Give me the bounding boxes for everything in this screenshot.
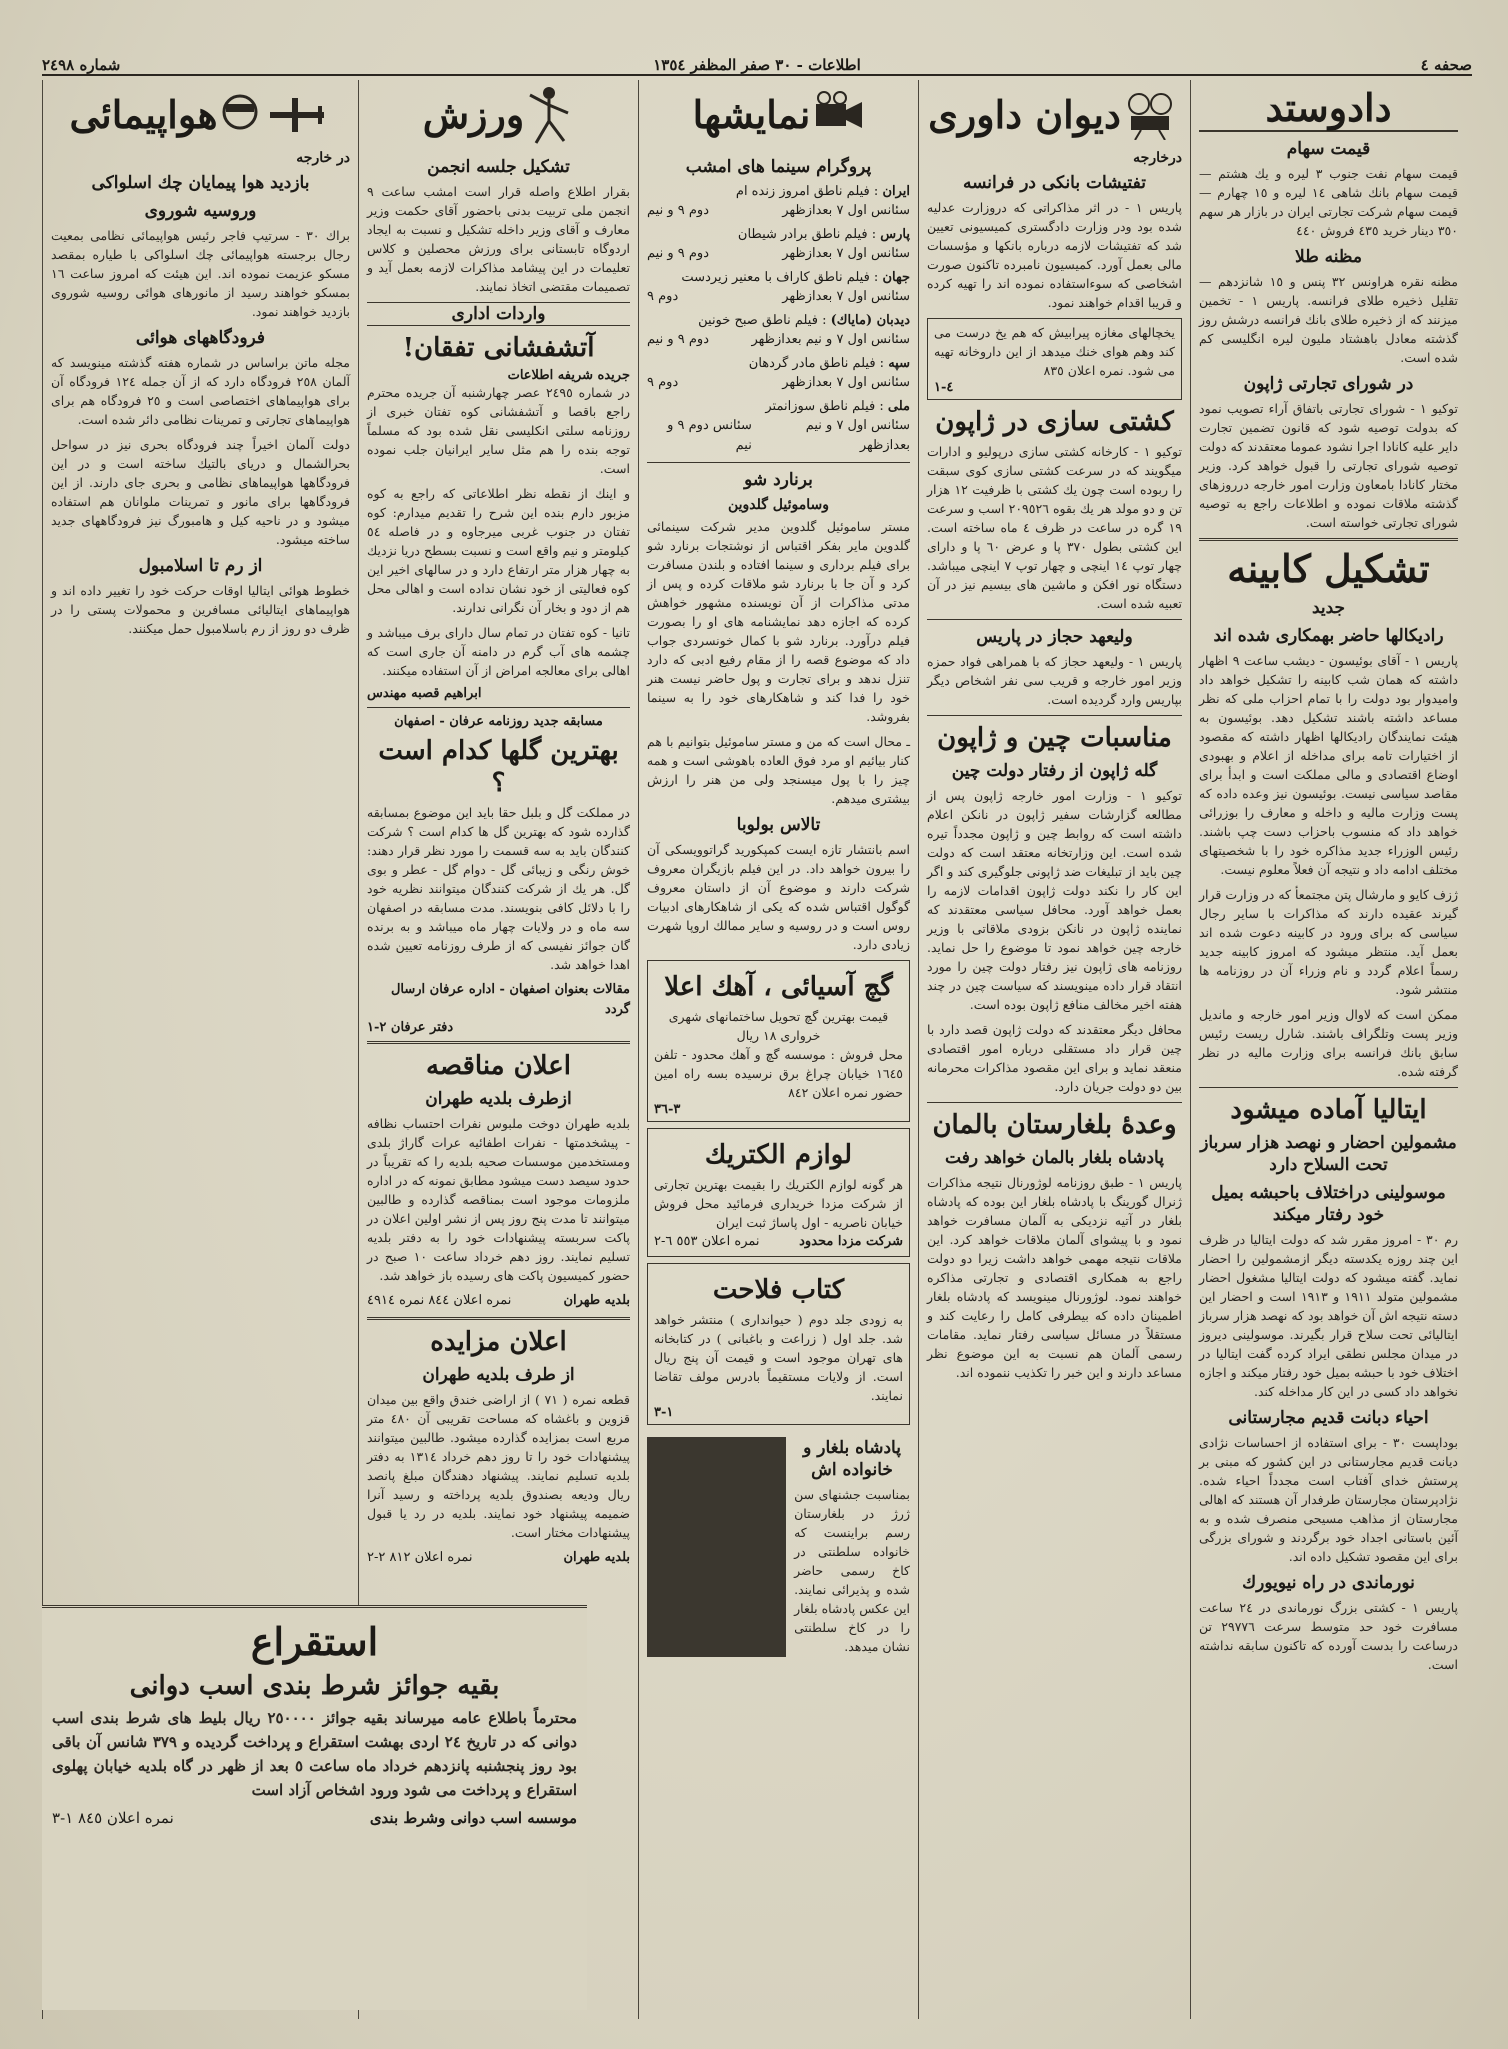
ad-number: ٤-١: [934, 380, 954, 395]
column-trade: [1190, 80, 1466, 2019]
athlete-icon: [524, 85, 574, 145]
ad-number: نمره اعلان ٨١٢ ٢-٢: [367, 1550, 473, 1565]
header-dateline: اطلاعات - ٣٠ صفر المظفر ١٣٥٤: [653, 56, 861, 74]
headline-italy: ايتاليا آماده ميشود: [1230, 1095, 1427, 1125]
banner-signature: موسسه اسب دوانى وشرط بندى: [369, 1809, 577, 1827]
headline: كشتى سازى در ژاپون: [935, 407, 1174, 437]
film-title: فيلم ناطق برادر شيطان: [737, 227, 868, 242]
article-body: براك ٣٠ - سرتيپ فاجر رئيس هواپيمائى نظامى بمعيت رجال برجسته هواپيمائى چك اسلواكى با طياره بمقصد مسكو عزيمت نموده اند. اين هيئت كه امروز ساعت ١٦ بمسكو خواهند رسيد از مانورهاى هوائى روسيه شوروى بازديد خواهند نمود.: [51, 228, 350, 319]
headline: پروگرام سينما هاى امشب: [685, 157, 872, 177]
article-body: بمناسبت جشنهاى سن ژرژ در بلغارستان رسم براينست كه خانواده سلطنتى در كاخ رسمى حاضر شده و پذيرائى نمايند. اين عكس پادشاه بلغار را در كاخ سلطنتى نشان ميدهد.: [794, 1487, 910, 1654]
subheadline: جريده شريفه اطلاعات: [507, 368, 630, 383]
article-body: بوداپست ٣٠ - براى استفاده از احساسات نژادى ديانت قديم مجارستانى در اين كشور كه مبنى بر پرستش خداى آفتاب است مجدداً احياء شده. نژادپرستان مجارستان طرفدار آن هستند كه اهالى مجارستان از مذاهب مسيحى منصرف شده و به آئين باستانى اجداد خود برگردند و شوراى بزرگى براى اين مقصود تشكيل داده اند.: [1199, 1435, 1458, 1564]
headline: بهترين گلها كدام است ؟: [378, 736, 619, 798]
headline: وروسيه شوروى: [144, 201, 257, 221]
column-shows: [638, 80, 918, 2019]
showtime: دوم ٩ و نيم: [647, 203, 709, 218]
showtime: سئانس اول ٧ و نيم بعدازظهر: [751, 332, 910, 347]
page-number: صحفه ٤: [1420, 56, 1472, 74]
article-body: تانيا - كوه تفتان در تمام سال داراى برف ميباشد و چشمه هاى آب گرم در دامنه آن جارى است كه اهالى براى معالجه امراض از آن استفاده ميكنند.: [367, 625, 630, 678]
cinema-entry: ديدبان (ماياك) : فيلم ناطق صبح خونين سئانس اول ٧ و نيم بعدازظهر دوم ٩ و نيم: [647, 311, 910, 350]
headline-cabinet: تشكيل كابينه: [1227, 546, 1430, 591]
ad-box: [927, 318, 1182, 400]
article-body: مستر ساموئيل گلدوين مدير شركت سينمائى گلدوين ماير بفكر اقتباس از نوشتجات برنارد شو براى فيلم برداری و سينما افتاده و بلندن مسافرت كرد و آن جا با برنارد شو ملاقات كرده و پس از مدتى مذاكرات از آن نويسنده مشهور خواهش كرده كه اجازه دهد نمايشنامه هاى او را بصورت فيلم درآورد. برنارد شو با كمال خونسردى جواب داد كه موضوع قصه را از مقام رفيع ادبى كه دارد تنزل ندهد و براى تجارت و پول حاضر نيست هنر خود را فدا كند و شاهكارهاى خود را به سينما بفروشد.: [647, 519, 910, 724]
headline: از رم تا اسلامبول: [138, 556, 263, 576]
article-body: پاريس ١ - در اثر مذاكراتى كه دروزارت عدليه شده بود ودر وزارت دادگسترى كميسيونى تعيين شد كه تفتيشات لازمه درباره بانكها و مؤسسات مالى بعمل آورد. كميسيون نامبرده تاكنون صورت اشخاصى كه سوءاستفاده نموده اند را تهيه كرده و قريبا اقدام خواهند نمود.: [927, 200, 1182, 310]
headline-auction: اعلان مزايده: [430, 1327, 567, 1357]
ad-title: گچ آسيائى ، آهك اعلا: [664, 972, 893, 1002]
article-body: مظنه نقره هراونس ٣٢ پنس و ١٥ شانزدهم — تقليل ذخيره طلاى فرانسه. پاريس ١ - تخمين ميزنند كه از ذخيره طلاى بانك فرانسه درشش روز گذشته معادل باهشتاد مليون ليره انگليسى كم شده است.: [1199, 274, 1459, 365]
film-title: فيلم ناطق صبح خونين: [698, 313, 818, 328]
subheadline: موسولينى دراختلاف باحبشه بميل خود رفتار ميكند: [1211, 1183, 1446, 1225]
issue-number: شماره ٢٤٩٨: [42, 56, 121, 74]
subheadline: وساموئيل گلدوين: [727, 497, 830, 513]
showtime: سئانس دوم ٩ و نيم: [667, 418, 752, 453]
airplane-icon: [262, 90, 332, 140]
article-body: ـ محال است كه من و مستر ساموئيل بتوانيم با هم كنار بيائيم او مرد فوق العاده باهوشى است و همه چيز را با پول ميسنجد ولى من هنر را ارزش بيشترى ميدهم.: [647, 734, 910, 806]
article-body: خطوط هوائى ايتاليا اوقات حركت خود را تغيير داده اند و هواپيماهاى ايتاليائى مسافرين و محمولات پستى را در ظرف دو روز از رم باسلامبول حمل ميكنند.: [51, 583, 350, 636]
court-masthead: [927, 80, 1182, 150]
ad-signature: شركت مزدا محدود: [799, 1234, 903, 1249]
photo-story: [647, 1431, 910, 1663]
film-title: فيلم ناطق امروز زنده ام: [735, 184, 870, 199]
ad-signature: بلديه طهران: [563, 1550, 630, 1565]
showtime: سئانس اول ٧ بعدازظهر: [782, 289, 910, 304]
article-body: رم ٣٠ - امروز مقرر شد كه دولت ايتاليا در ظرف اين چند روزه يكدسته ديگر ازمشمولين را احضار نمايد. گفته ميشود كه دولت ايتاليا مشغول احضار مشمولين متولد ١٩١١ و ١٩١٣ است و احضار اين دسته نتيجه اش آن خواهد بود كه نهصد هزار سرباز ايتاليائى تحت سلاح قرار بگيرند. موسولينى ديروز در ميدان مجلس نطقى ايراد كرده گفت ايتاليا در اختلاف خود با حبشه بميل خود رفتار ميكند و اجازه نخواهد داد كسى در اين كار مداخله كند.: [1199, 1232, 1459, 1399]
article-body: ژزف كايو و مارشال پتن مجتمعأ كه در وزارت قرار گيرند عقيده دارند كه مذاكرات با ساير رجال سياسى كه براى ورود در كابينه دعوت شده اند بعمل آيد. منتظر ميشود كه امروز كابينه جديد رسماً اعلام گردد و نام وزراء آن در روزنامه ها منتشر شود.: [1199, 887, 1458, 997]
subheadline: راديكالها حاضر بهمكارى شده اند: [1213, 626, 1444, 646]
column-court: [918, 80, 1190, 2019]
ad-box: [647, 1263, 910, 1425]
showtime: سئانس اول ٧ بعدازظهر: [782, 246, 910, 261]
article-body: دولت آلمان اخيراً چند فرودگاه بحرى نيز در سواحل بحرالشمال و درياى بالتيك ساخته است و در اين فرودگاهها هواپيماهاى نظامى و بحرى جاى دارند. از اين فرودگاهها براى مانور و تمرينات ملوانان هم استفاده ميشود و در ناحيه كيل و هامبورگ نيز فرودگاههاى جديد ساخته ميشود.: [51, 437, 350, 547]
ad-signature: بلديه طهران: [563, 1293, 630, 1308]
ad-box: [647, 960, 910, 1122]
shows-masthead: [647, 80, 910, 150]
subheadline: ازطرف بلديه طهران: [425, 1089, 572, 1109]
showtime: دوم ٩: [647, 289, 679, 304]
showtime: دوم ٩: [647, 375, 679, 390]
ad-number: نمره اعلان ٥٥٣ ٦-٢: [654, 1234, 760, 1249]
contest-address: مقالات بعنوان اصفهان - اداره عرفان ارسال گردد: [390, 982, 630, 1017]
article-body: بقرار اطلاع واصله قرار است امشب ساعت ٩ انجمن ملى تربيت بدنى باحضور آقاى حكمت وزير معارف و آقاى وزير داخله تشكيل و نسبت به ايجاد اردوگاه تابستانى براى ورزش محصلين و كلاس تعليمات در اين پيشامد مذاكرات لازمه بعمل آيد و تصميمات مقتضى اتخاذ نمايند.: [367, 184, 630, 294]
headline: بازديد هوا پيمايان چك اسلواكى: [91, 173, 310, 193]
article-body: بلديه طهران دوخت ملبوس نفرات احتساب نظافه - پيشخدمتها - نفرات اطفائيه عرات گاراژ بلدى ومستخدمين موسسات صحيه بلديه را كه تقريباً در حدود سيصد دست ميشود مطابق نمونه كه در اداره ملزومات موجود است بمناقصه گذارده و طالبين ميتوانند تا مدت پنج روز پس از نشر اولين اعلان در پاكت سربسته پيشنهادات خود را به دفتر بلديه تسليم نمايند. روز دهم خرداد ساعت ١٠ صبح در حضور كميسيون پاكت هاى رسيده باز خواهد شد.: [367, 1116, 630, 1283]
lottery-banner: [42, 1605, 587, 2010]
ad-number: ١-٣: [654, 1405, 674, 1420]
article-body: در شماره ٢٤٩٥ عصر چهارشنبه آن جريده محترم راجع باقصا و آتشفشانى كوه تفتان خبرى از روزنامه سلتى انكليسى نقل شده بود كه مسلماً توجه بنده را هم مثل ساير ايرانيان جلب نموده است.: [367, 385, 630, 476]
section-kicker: در خارجه: [296, 150, 350, 166]
pilot-icon: [218, 90, 262, 140]
cinema-entry: ملى : فيلم ناطق سوزانمتر سئانس اول ٧ و نيم بعدازظهر سئانس دوم ٩ و نيم: [647, 397, 910, 456]
showtime: دوم ٩ و نيم: [647, 332, 709, 347]
ad-text: به زودى جلد دوم ( حيواندارى ) منتشر خواهد شد. جلد اول ( زراعت و باغبانى ) در كتابخانه هاى تهران موجود است و قيمت آن پنج ريال است. از ولايات مستقيماً بادرس مولف تقاضا نمايند.: [654, 1312, 903, 1403]
cinema-name: ايران: [882, 184, 910, 199]
ad-title: لوازم الكتريك: [704, 1140, 853, 1170]
section-kicker: درخارجه: [1133, 150, 1182, 166]
cinema-list: [647, 182, 910, 456]
headline: احياء دبانت قديم مجارستانى: [1228, 1408, 1429, 1428]
subheadline: پادشاه بلغار بالمان خواهد رفت: [945, 1148, 1164, 1168]
royal-family-photo: [647, 1437, 786, 1657]
headline: وعدۀ بلغارستان بالمان: [932, 1110, 1177, 1140]
cinema-name: سپه: [888, 356, 910, 371]
showtime: دوم ٩ و نيم: [647, 246, 709, 261]
ad-text: هر گونه لوازم الكتريك را بقيمت بهترين تجارتى از شركت مزدا خريدارى فرمائيد محل فروش خيابان ناصريه - اول پاساژ ثبت ايران: [654, 1177, 903, 1230]
banner-title: استقراع: [250, 1619, 379, 1664]
headline-tender: اعلان مناقصه: [425, 1051, 571, 1081]
aviation-masthead: [51, 80, 350, 150]
subheadline: از طرف بلديه طهران: [422, 1365, 575, 1385]
ad-number: ٣-٣٦: [654, 1102, 681, 1117]
ad-text: قيمت بهترين گچ تحويل ساختمانهاى شهرى خروارى ١٨ ريال: [668, 1009, 889, 1043]
subheadline: جديد: [1311, 598, 1346, 618]
article-body: پاريس ١ - وليعهد حجاز كه با همراهى فواد حمزه وزير امور خارجه و قريب سى نفر اشخاص ديگر بپاريس وارد گرديده است.: [927, 654, 1182, 707]
subheadline: گله ژاپون از رفتار دولت چين: [951, 761, 1158, 781]
film-title: فيلم ناطق مادر گردهان: [748, 356, 876, 371]
section-kicker: مسابقه جديد روزنامه عرفان - اصفهان: [394, 714, 603, 729]
masthead-aviation: هواپيمائى: [69, 92, 218, 137]
headline: آتشفشانى تفقان!: [402, 333, 595, 363]
article-body: قيمت سهام نفت جنوب ٣ ليره و يك هشتم — قيمت سهام بانك شاهى ١٤ ليره و ١٥ چهارم — قيمت سهام شركت تجارتى ايران در بازار هر سهم ٣٥٠ دينار خريد ٤٣٥ فروش ٤٤٠: [1199, 166, 1458, 238]
banner-subtitle: بقيه جوائز شرط بندى اسب دوانى: [129, 1671, 500, 1701]
cinema-name: ملى: [887, 399, 910, 414]
cinema-name: جهان: [882, 270, 910, 285]
cinema-entry: جهان : فيلم ناطق كاراف با معنير زيردست سئانس اول ٧ بعدازظهر دوم ٩: [647, 268, 910, 307]
headline: تالاس بولوبا: [736, 815, 821, 835]
article-body: پاريس ١ - طبق روزنامه لوژورنال نتيجه مذاكرات ژنرال گورينگ با پادشاه بلغار اين بوده كه پادشاه بلغار در آتيه نزديكى به آلمان مسافرت خواهد نمود و با پيشواى آلمان ملاقات خواهد كرد. اين ملاقات نتيجه مهمى خواهد داشت زيرا دو دولت راجع به همكارى اقتصادى و تجارتى مذاكره خواهند نمود. لوژورنال مينويسد كه پادشاه بلغار اطمينان داده كه بيطرفى كامل را رعايت كند و مستقلاً در مسائل سياسى رفتار نمايد. مقامات رسمى آلمان هم نسبت به اين موضوع نظر مساعد دارند و اين خبر را تكذيب ننموده اند.: [927, 1175, 1182, 1380]
ad-text: محل فروش : موسسه گچ و آهك محدود - تلفن ١٦٤٥ خيابان چراغ برق نرسيده بسه راه امين حضور نمره اعلان ٨٤٢: [654, 1047, 903, 1100]
masthead-court: ديوان داورى: [928, 92, 1121, 137]
ad-number: نمره اعلان ٨٤٥ ١-٣: [52, 1809, 174, 1827]
cinema-entry: پارس : فيلم ناطق برادر شيطان سئانس اول ٧ بعدازظهر دوم ٩ و نيم: [647, 225, 910, 264]
film-title: فيلم ناطق كاراف با معنير زيردست: [681, 270, 870, 285]
banner-body: محترماً باطلاع عامه ميرساند بقيه جوائز ٢٥٠٠٠٠ ريال بليط هاى شرط بندى اسب دوانى كه در تاريخ ٢٤ اردى بهشت استقراع و پرداخت گرديده و ٣٧٩ شانس آن باقى بود روز پنجشنبه پانزدهم خرداد ماه ساعت ٥ بعد از ظهر در گاه بلديه خيابان پهلوى استقراع و پرداخت مى شود ورود اشخاص آزاد است: [52, 1709, 578, 1799]
headline: وليعهد حجاز در پاريس: [976, 627, 1133, 647]
headline: مناسبات چين و ژاپون: [937, 723, 1172, 753]
article-body: ممكن است كه لاوال وزير امور خارجه و مانديل وزير پست وتلگراف باشند. شارل ريست رئيس سابق بانك فرانسه براى وزارت ماليه در نظر گرفته شده.: [1199, 1007, 1458, 1079]
headline: نورماندى در راه نيويورك: [1242, 1573, 1415, 1593]
author-signature: ابراهيم قصبه مهندس: [367, 686, 482, 701]
subheadline: مشمولين احضار و نهصد هزار سرباز تحت السلاح دارد: [1200, 1133, 1457, 1175]
ad-title: كتاب فلاحت: [712, 1275, 845, 1305]
article-body: در مملكت گل و بلبل حقا بايد اين موضوع بمسابقه گذارده شود كه بهترين گل ها كدام است ؟ شركت كنندگان بايد به سه قسمت را مورد نظر قرار دهند: خوش رنگى و زيبائى گل - دوام گل - عطر و بوى گل. هر يك از شركت كنندگان ميتوانند نظريه خود را با دلائل كافى بنويسند. مدت مسابقه در اصفهان سه ماه و در ولايات چهار ماه ميباشد و به برنده گان جوائز نفيسى كه از طرف روزنامه تعيين شده اهدا خواهد شد.: [367, 805, 630, 972]
headline: برنارد شو: [744, 470, 813, 490]
ad-number: نمره اعلان ٨٤٤ نمره ٤٩١٤: [367, 1293, 512, 1308]
article-body: پاريس ١ - كشتى بزرگ نورماندى در ٢٤ ساعت مسافرت خود حد متوسط سرعت ٢٩٧٧٦ تن درساعت را بدست آورده كه تاكنون سابقه نداشته است.: [1199, 1600, 1458, 1672]
cinema-name: پارس: [880, 227, 910, 242]
film-projector-icon: [1121, 90, 1181, 140]
article-body: مجله ماتن براساس در شماره هفته گذشته مينويسد كه آلمان ٢٥٨ فرودگاه دارد كه از آن جمله ١٢٤ فرودگاه آن براى هواپيماهاى اختصاصى است و ٢٥ فرودگاه هم براى هواپيماهاى تجارتى و تمرينات نظامى دائر شده است.: [51, 355, 351, 427]
masthead-sports: ورزش: [422, 92, 525, 137]
sports-masthead: [367, 80, 630, 150]
headline: پادشاه بلغار و خانواده اش: [803, 1438, 901, 1480]
article-body: قطعه نمره ( ٧١ ) از اراضى خندق واقع بين ميدان قزوين و باغشاه كه مساحت تقريبى آن ٤٨٠ متر مربع است بمزايده گذارده ميشود. طالبين ميتوانند پيشنهادات خود را تا روز دهم خرداد ١٣١٤ به دفتر بلديه تسليم نمايند. پيشنهاد دهندگان مبلغ پانصد ريال وديعه بصندوق بلديه پرداخته و رسيد آنرا ضميمه پيشنهاد خود نمايند. بلديه در رد يا قبول پيشنهادات مختار است.: [367, 1392, 631, 1540]
article-body: توكيو ١ - وزارت امور خارجه ژاپون پس از مطالعه گزارشات سفير ژاپون در نانكن اعلام داشته است كه روابط چين و ژاپون مجدداً تيره شده است. اين وزارتخانه معتقد است كه دولت چين بايد از تبليغات ضد ژاپونى جلوگيرى كند و اگر اين كار را نكند دولت ژاپون اقدامات لازمه را بعمل خواهد آورد. محافل سياسى معتقدند كه نماينده ژاپون در نانكن بزودى ملاقاتى با وزير خارجه چين خواهد نمود تا موضوع را حل نمايد. روزنامه هاى ژاپون نيز رفتار دولت چين را مورد انتقاد قرار داده مينويسند كه سياست چين در چند هفته اخير مخالف منافع ژاپون بوده است.: [927, 788, 1182, 1012]
cinema-entry: سپه : فيلم ناطق مادر گردهان سئانس اول ٧ بعدازظهر دوم ٩: [647, 354, 910, 393]
ad-box: [647, 1128, 910, 1257]
ad-number: دفتر عرفان ٢-١: [367, 1020, 454, 1035]
section-header: واردات ادارى: [367, 302, 630, 326]
masthead-trade: دادوستد: [1199, 86, 1458, 132]
headline: مظنه طلا: [1295, 247, 1362, 267]
showtime: سئانس اول ٧ و نيم بعدازظهر: [805, 418, 910, 453]
showtime: سئانس اول ٧ بعدازظهر: [782, 375, 910, 390]
film-title: فيلم ناطق سوزانمتر: [765, 399, 876, 414]
article-body: توكيو ١ - شوراى تجارتى باتفاق آراء تصويب نمود كه بدولت توصيه شود كه قانون تضمين تجارت داير عليه كانادا اجرا نشود عموما معتقدند كه دولت توصيه شوراى تجارتى را قبول خواهد كرد. وزير مختار كانادا بامعاون وزارت امور خارجه درروزهاى گذشته ملاقات نموده و اطلاعات راجع به توصيه شوراى تجارتى خواسته است.: [1199, 401, 1458, 530]
headline: در شوراى تجارتى ژاپون: [1243, 374, 1414, 394]
article-body: محافل ديگر معتقدند كه دولت ژاپون قصد دارد با چين قرار داد مستقلى درباره امور اقتصادى منعقد نمايد و براى اين مقصود مذاكرات محرمانه بين دو دولت جريان دارد.: [927, 1022, 1182, 1094]
article-body: توكيو ١ - كارخانه كشتى سازى درپوليو و ادارات ميگويند كه در سرعت كشتى سازى كوى سبقت را ربوده است چون يك كشتى با ظرفيت ١٢ هزار تن و دو مولد هر يك بقوه ٢٠٩٥٢٦ اسب و سرعت ١٩ گره در ساعت در ظرف ٤ ماه ساخته است. اين كشتى بطول ٣٧٠ پا و عرض ٦٠ پا و داراى چهار توپ ١٤ اينچى و چهار توپ ٧ اينچى ميباشد. دستگاه نور افكن و ماشين هاى بيسيم نيز در آن تعبيه شده است.: [927, 444, 1183, 611]
article-body: پاريس ١ - آقاى بوئيسون - ديشب ساعت ٩ اظهار داشته كه همان شب كابينه را تشكيل خواهد داد وامیدوار بود دولت را با تمام احزاب ملی كه نظر مساعد داشته باشند تشكيل دهد. بوئيسون به هيئت نمايندگان راديكالها اظهار داشته كه مقصود از اختيارات تامه براى مداخله از اعلام و بهبودى اوضاع اقتصادى و مالى مملكت است و ابدأ براى مقاصد سياسى نيست. بوئيسون نيز وعده داده كه پست وزارت ماليه و داخله و معارف را بوزرائى خواهد داد كه منسوب باحزاب دست چپ باشند. رئيس الوزراء جديد مذاكره خود را با شخصيتهاى مختلف ادامه داد و نتيجه آن فعلاً معلوم نيست.: [1199, 653, 1458, 877]
cinema-entry: ايران : فيلم ناطق امروز زنده ام سئانس اول ٧ بعدازظهر دوم ٩ و نيم: [647, 182, 910, 221]
masthead-shows: نمايشها: [692, 92, 811, 137]
article-body: اسم بانتشار تازه ايست كمپكوريد گراتوويسكى آن را بيرون خواهد داد. در اين فيلم بازيگران معروف شركت دارند و موضوع آن از داستان معروف گوگول اقتباس شده كه يكى از شاهكارهاى ادبيات روس است و در روسيه و ساير ممالك اروپا شهرت زيادى دارد.: [647, 842, 910, 952]
page-header: [42, 50, 1472, 76]
article-body: و اينك از نقطه نظر اطلاعاتى كه راجع به كوه مزبور دارم بنده اين شرح را تقديم ميدارم: كوه تفتان در جنوب غربى ميرجاوه و در فاصله ٥٤ كيلومتر و نيم واقع است و نسبت بسطح دريا نزديك به چهار هزار متر ارتفاع دارد و در سالهاى اخير اين كوه فعاليتى از خود نشان نداده است و اهالى محل هم از دود و بخار آن نگرانى ندارند.: [367, 486, 630, 615]
cinema-name: ديدبان (ماياك): [830, 313, 910, 328]
headline: فرودگاههاى هوائى: [135, 328, 266, 348]
showtime: سئانس اول ٧ بعدازظهر: [782, 203, 910, 218]
camera-icon: [810, 90, 864, 140]
headline: تشكيل جلسه انجمن: [427, 157, 570, 177]
headline: تفتيشات بانكى در فرانسه: [963, 173, 1146, 193]
ad-text: يخچالهاى مغازه پيرابيش كه هم يخ درست مى كند وهم هواى خنك ميدهد از اين داروخانه تهيه مى شود. نمره اعلان ٨٣٥: [934, 325, 1175, 378]
headline: قيمت سهام: [1286, 139, 1371, 159]
